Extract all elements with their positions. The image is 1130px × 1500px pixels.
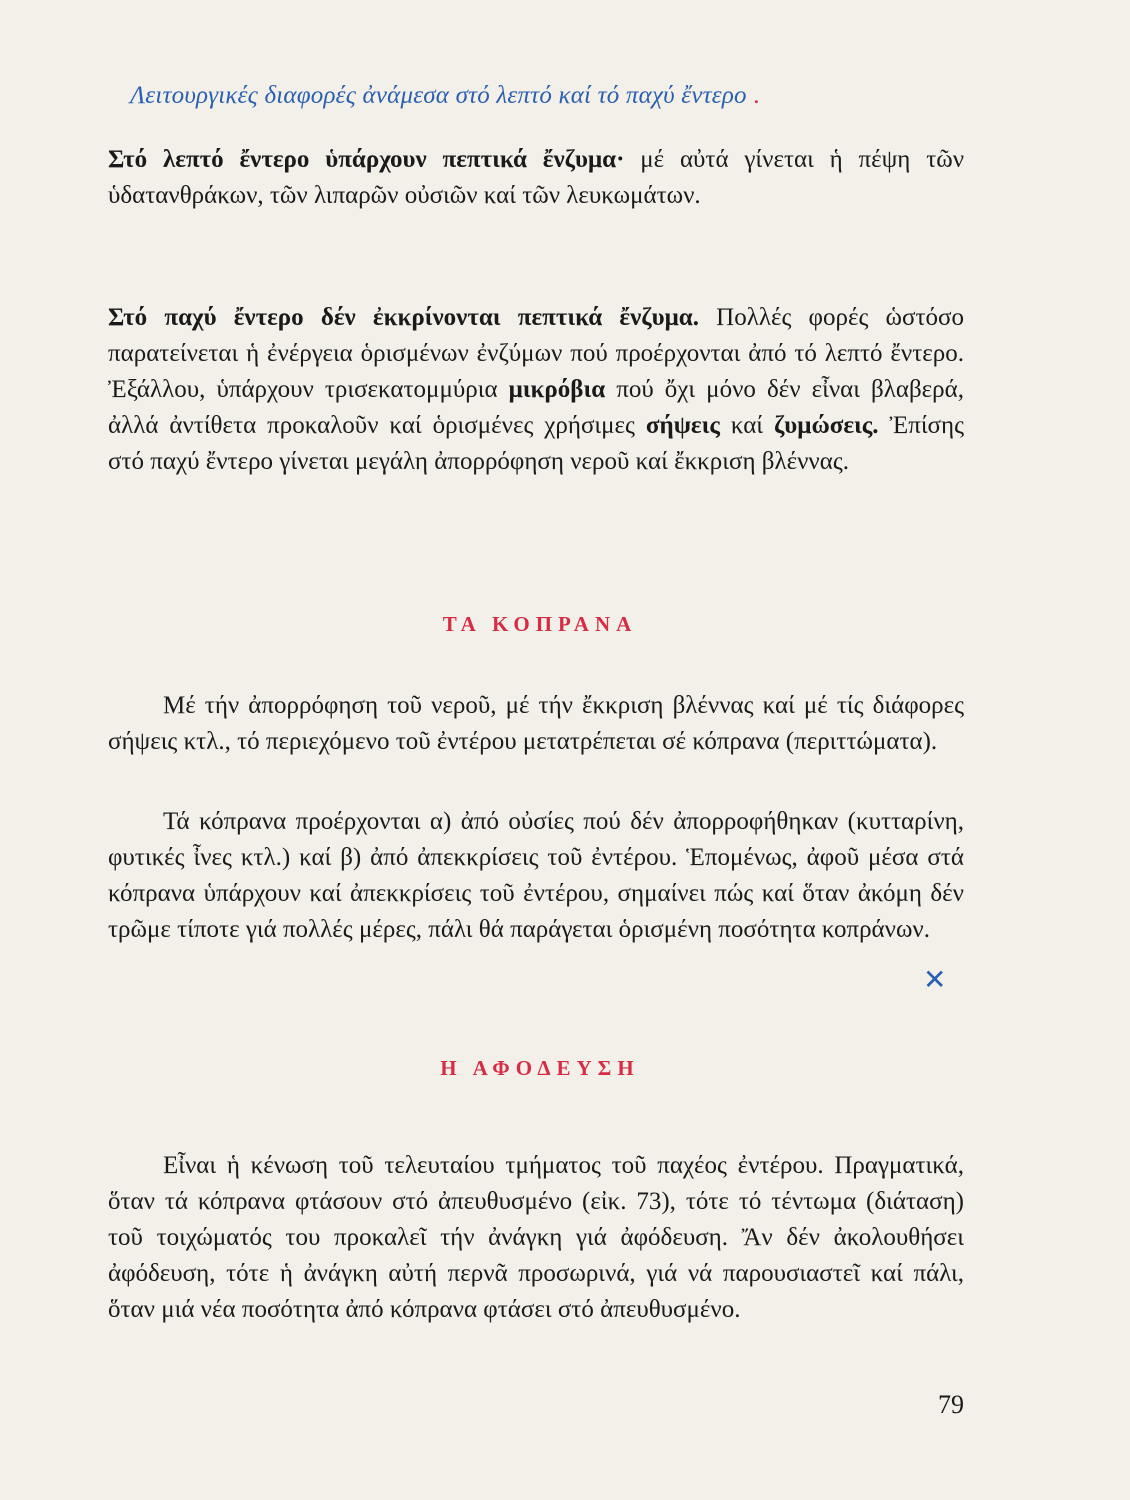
p2-text2: πού ὄχι μόνο δέν εἶναι βλαβερά, ἀλλά ἀντίθετα προκαλοῦν καί ὁρισμένες χρήσιμες	[108, 376, 964, 439]
p2-text3: καί	[719, 412, 774, 439]
subtitle-text: Λειτουργικές διαφορές ἀνάμεσα στό λεπτό καί τό παχύ ἔντερο	[130, 82, 747, 109]
subtitle-marker: .	[753, 82, 760, 109]
paragraph-large-intestine	[108, 300, 964, 480]
p1-text: μέ αὐτά γίνεται ἡ πέψη τῶν ὑδατανθράκων, τῶν λιπαρῶν οὐσιῶν καί τῶν λευκωμάτων.	[108, 146, 964, 209]
p2-text1: Πολλές φορές ὡστόσο παρατείνεται ἡ ἐνέργεια ὁρισμένων ἐνζύμων πού προέρχονται ἀπό τό λεπτό ἔντερο. Ἐξάλλου, ὑπάρχουν τρισεκατομμύρια	[108, 304, 965, 403]
p2-bold3: σήψεις	[645, 412, 720, 439]
p1-bold: Στό λεπτό ἔντερο ὑπάρχουν πεπτικά ἔνζυμα·	[108, 146, 625, 173]
paragraph-defecation: Εἶναι ἡ κένωση τοῦ τελευταίου τμήματος τοῦ παχέος ἐντέρου. Πραγματικά, ὅταν τά κόπρανα φτάσουν στό ἀπευθυσμένο (εἰκ. 73), τότε τό τέντωμα (διάταση) τοῦ τοιχώματός του προκαλεῖ τήν ἀνάγκη γιά ἀφόδευση. Ἄν δέν ἀκολουθήσει ἀφόδευση, τότε ἡ ἀνάγκη αὐτή περνᾶ προσωρινά, γιά νά παρουσιαστεῖ καί πάλι, ὅταν μιά νέα ποσότητα ἀπό κόπρανα φτάσει στό ἀπευθυσμένο.	[108, 1152, 964, 1323]
p2-bold4: ζυμώσεις.	[773, 412, 879, 439]
heading-defecation: Η ΑΦΟΔΕΥΣΗ	[440, 1056, 640, 1080]
page-number: 79	[938, 1390, 964, 1419]
p2-bold2: μικρόβια	[508, 376, 606, 403]
heading-feces: ΤΑ ΚΟΠΡΑΝΑ	[442, 612, 638, 636]
paragraph-small-intestine	[108, 142, 964, 214]
section-subtitle	[130, 82, 760, 110]
p2-bold1: Στό παχύ ἔντερο δέν ἐκκρίνονται πεπτικά ἔνζυμα.	[108, 304, 699, 331]
handwritten-x-mark: ✕	[923, 963, 947, 996]
paragraph-feces-origin: Τά κόπρανα προέρχονται α) ἀπό οὐσίες πού δέν ἀπορροφήθηκαν (κυτταρίνη, φυτικές ἶνες κτλ.) καί β) ἀπό ἀπεκκρίσεις τοῦ ἐντέρου. Ἑπομένως, ἀφοῦ μέσα στά κόπρανα ὑπάρχουν καί ἀπεκκρίσεις τοῦ ἐντέρου, σημαίνει πώς καί ὅταν ἀκόμη δέν τρῶμε τίποτε γιά πολλές μέρες, πάλι θά παράγεται ὁρισμένη ποσότητα κοπράνων.	[108, 808, 964, 943]
paragraph-feces-formation: Μέ τήν ἀπορρόφηση τοῦ νεροῦ, μέ τήν ἔκκριση βλέννας καί μέ τίς διάφορες σήψεις κτλ., τό περιεχόμενο τοῦ ἐντέρου μετατρέπεται σέ κόπρανα (περιττώματα).	[108, 692, 964, 755]
p2-text4: Ἐπίσης στό παχύ ἔντερο γίνεται μεγάλη ἀπορρόφηση νεροῦ καί ἔκκριση βλέννας.	[108, 412, 965, 475]
